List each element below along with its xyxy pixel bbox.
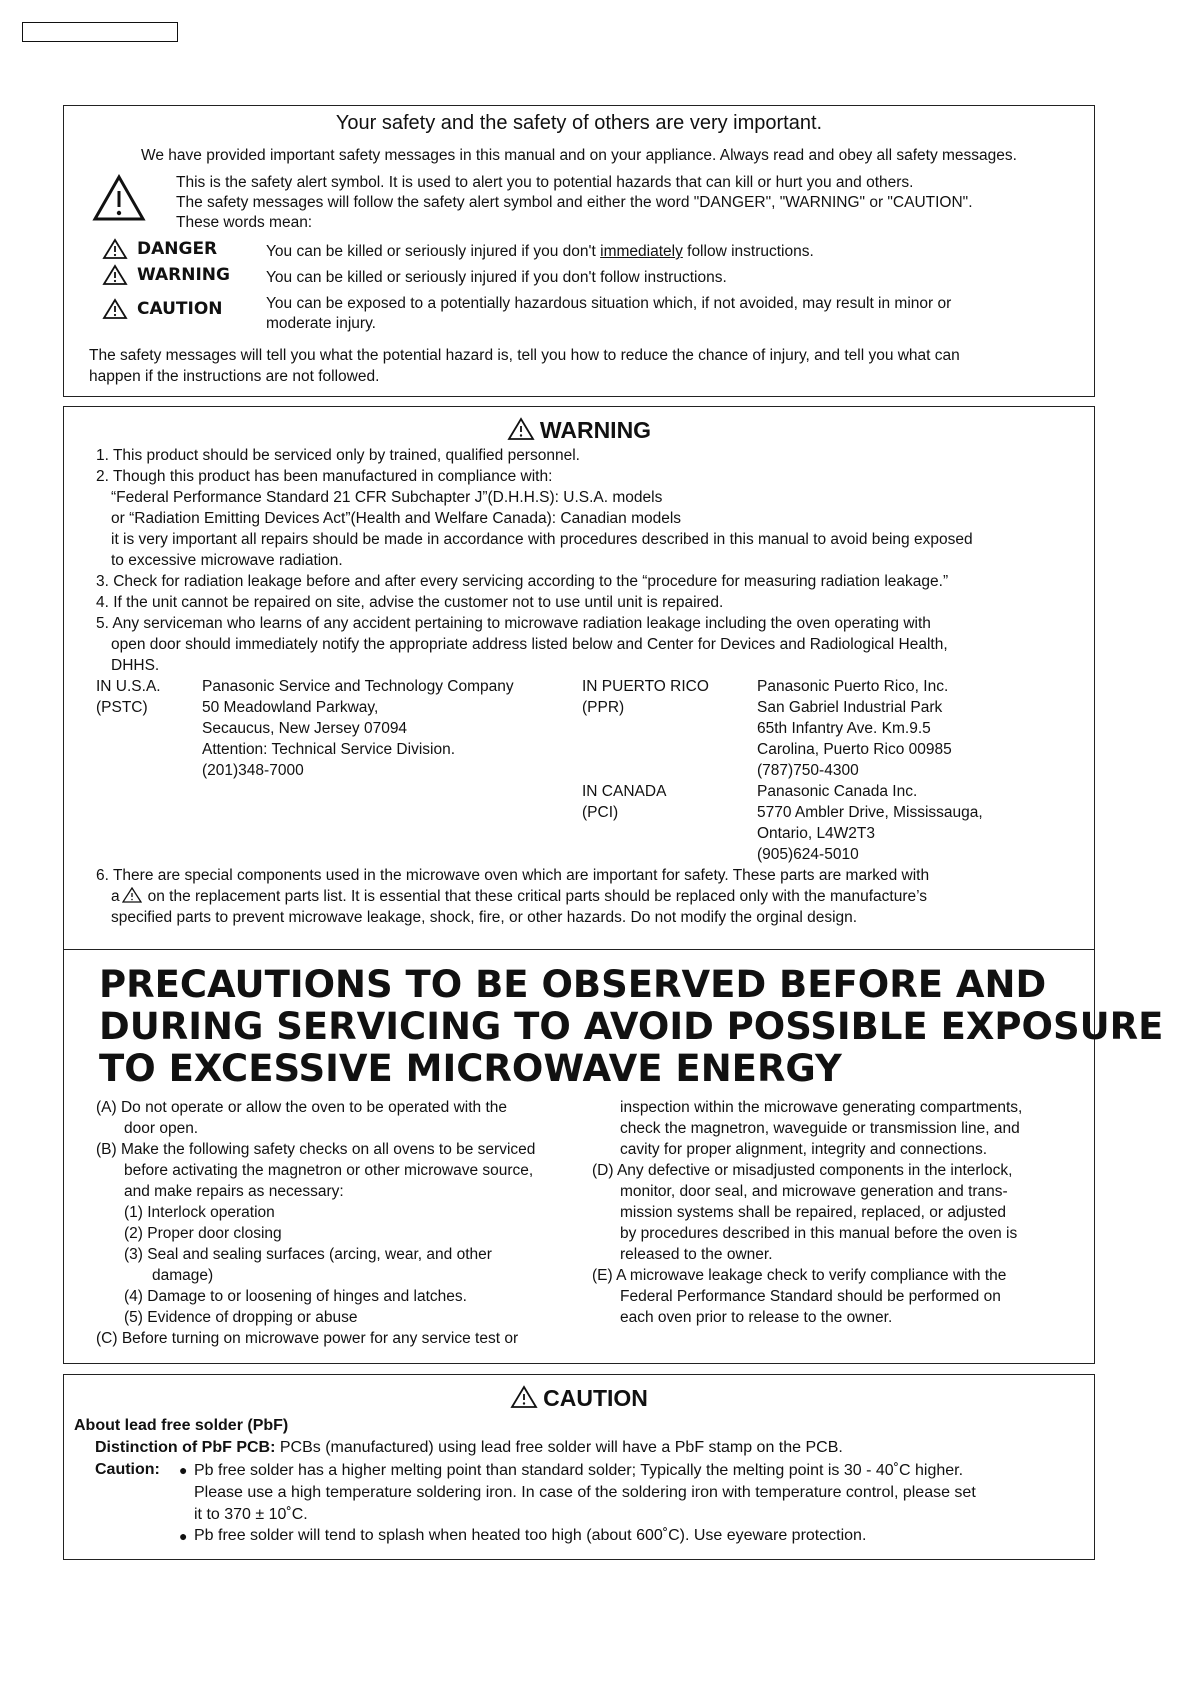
caution-text-line-1: You can be exposed to a potentially hazardous situation which, if not avoided, may result in minor or [266,295,952,312]
danger-alert-icon [102,238,128,260]
safety-footer-line-2: happen if the instructions are not followed. [89,368,380,385]
symbol-line-2: The safety messages will follow the safety alert symbol and either the word "DANGER", "WARNING" or "CAUTION". [176,194,973,211]
precautions-right-column: inspection within the microwave generating compartments, check the magnetron, waveguide or transmission line, and cavity for proper alignment, integrity and connections. (D) Any defective or misadjusted components in the interlock, monitor, door seal, and microwave generation and trans- mission systems shall be repaired, replaced, or adjusted by procedures described in this manual before the oven is released to the owner. (E) A microwave leakage check to verify compliance with the Federal Performance Standard should be performed on each oven prior to release to the owner. [592,1099,1023,1326]
warning-item-2-text-cont: to excessive microwave radiation. [111,552,343,569]
address-puerto-rico-region: IN PUERTO RICO (PPR) [582,678,709,716]
warning-title-text: WARNING [539,417,652,443]
warning-item-5-end: DHHS. [111,657,160,674]
warning-item-2-standard-usa: “Federal Performance Standard 21 CFR Subchapter J”(D.H.H.S): U.S.A. models [111,489,663,506]
warning-label: WARNING [137,265,230,285]
warning-box [63,406,1164,1364]
address-puerto-rico: Panasonic Puerto Rico, Inc. San Gabriel Industrial Park 65th Infantry Ave. Km.9.5 Carolina, Puerto Rico 00985 (787)750-4300 [757,678,952,779]
bullet-icon: ● [179,1528,188,1544]
address-canada: Panasonic Canada Inc. 5770 Ambler Drive, Mississauga, Ontario, L4W2T3 (905)624-5010 [757,783,983,863]
warning-title [64,417,1094,441]
warning-alert-icon [102,264,128,286]
warning-list [96,445,1086,676]
warning-item-2: 2. Though this product has been manufactured in compliance with: [96,468,553,485]
address-usa-region: IN U.S.A. (PSTC) [96,678,161,716]
warning-item-4: 4. If the unit cannot be repaired on site, advise the customer not to use until unit is repaired. [96,594,724,611]
address-canada-region: IN CANADA (PCI) [582,783,667,821]
warning-item-6: 6. There are special components used in the microwave oven which are important for safety. These parts are marked with a on the replacement parts list. It is essential that these critical parts should be replaced only with the manufacture’s specified parts to prevent microwave leakage, shock, fire, or other hazards. Do not modify the orginal design. [96,867,930,926]
critical-part-mark-icon [122,887,142,903]
danger-label: DANGER [137,239,218,259]
precautions-heading: PRECAUTIONS TO BE OBSERVED BEFORE AND DURING SERVICING TO AVOID POSSIBLE EXPOSURE TO EXCESSIVE MICROWAVE ENERGY [99,963,1164,1090]
caution-box [63,1374,1095,1560]
safety-intro: We have provided important safety messages in this manual and on your appliance. Always read and obey all safety messages. [141,147,1017,164]
pbf-caution-label: Caution: [95,1461,160,1478]
pbf-bullet-2: Pb free solder will tend to splash when heated too high (about 600˚C). Use eyeware protection. [194,1527,867,1544]
safety-alert-symbol-icon [92,174,146,222]
symbol-line-3: These words mean: [176,214,313,231]
pbf-distinction: Distinction of PbF PCB: PCBs (manufactured) using lead free solder will have a PbF stamp on the PCB. [95,1439,843,1456]
section-divider [64,949,1094,950]
warning-title-icon [507,417,535,441]
symbol-line-1: This is the safety alert symbol. It is used to alert you to potential hazards that can kill or hurt you and others. [176,174,914,191]
safety-title: Your safety and the safety of others are very important. [335,112,823,134]
address-usa: Panasonic Service and Technology Company 50 Meadowland Parkway, Secaucus, New Jersey 07094 Attention: Technical Service Division. (201)348-7000 [202,678,514,779]
warning-item-5: 5. Any serviceman who learns of any accident pertaining to microwave radiation leakage including the oven operating with [96,615,931,632]
caution-title [64,1385,1094,1409]
safety-messages-box [63,105,1095,397]
caution-title-text: CAUTION [543,1385,648,1411]
precautions-left-column: (A) Do not operate or allow the oven to be operated with the door open. (B) Make the following safety checks on all ovens to be serviced before activating the magnetron or other microwave source, and make repairs as necessary: (1) Interlock operation (2) Proper door closing (3) Seal and sealing surfaces (arcing, wear, and other damage) (4) Damage to or loosening of hinges and latches. (5) Evidence of dropping or abuse (C) Before turning on microwave power for any service test or [96,1099,536,1347]
caution-label: CAUTION [137,299,223,319]
caution-alert-icon [102,298,128,320]
warning-item-5-cont: open door should immediately notify the appropriate address listed below and Center for Devices and Radiological Health, [111,636,948,653]
pbf-subheading: About lead free solder (PbF) [74,1417,289,1434]
warning-item-2-text: it is very important all repairs should be made in accordance with procedures described in this manual to avoid being exposed [111,531,973,548]
caution-text-line-2: moderate injury. [266,315,376,332]
caution-title-icon [510,1385,538,1409]
warning-text: You can be killed or seriously injured if you don't follow instructions. [266,269,727,286]
bullet-icon: ● [179,1462,188,1478]
page-header-tab [22,22,178,42]
warning-item-2-standard-canada: or “Radiation Emitting Devices Act”(Health and Welfare Canada): Canadian models [111,510,682,527]
warning-item-3: 3. Check for radiation leakage before and after every servicing according to the “procedure for measuring radiation leakage.” [96,573,949,590]
safety-footer-line-1: The safety messages will tell you what the potential hazard is, tell you how to reduce the chance of injury, and tell you what can [89,347,960,364]
pbf-bullet-1: Pb free solder has a higher melting point than standard solder; Typically the melting point is 30 - 40˚C higher. Please use a high temperature soldering iron. In case of the soldering iron with temperature control, please set it to 370 ± 10˚C. [194,1462,976,1523]
warning-item-1: 1. This product should be serviced only by trained, qualified personnel. [96,447,580,464]
danger-text: You can be killed or seriously injured if you don't immediately follow instructions. [266,243,814,260]
